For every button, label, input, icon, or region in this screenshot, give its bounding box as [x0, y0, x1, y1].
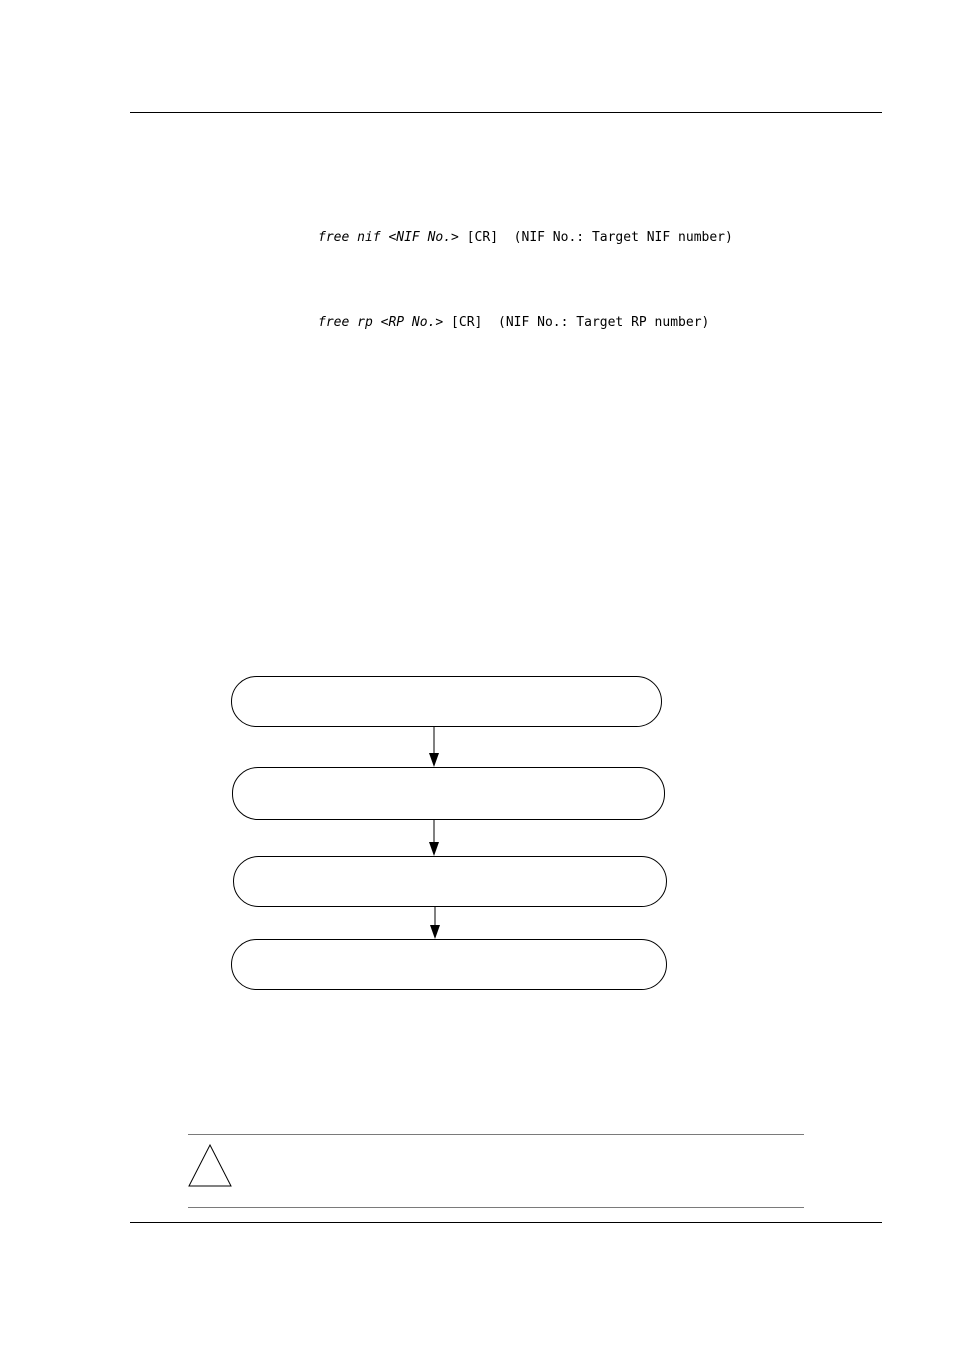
- caution-top-rule: [188, 1134, 804, 1135]
- footer-rule: [130, 1222, 882, 1223]
- flowchart-arrow-2: [428, 820, 440, 856]
- command-free-rp: [318, 315, 709, 331]
- command-free-nif: [318, 230, 733, 246]
- command-free-nif-description: [CR] (NIF No.: Target NIF number): [458, 230, 733, 245]
- header-rule: [130, 112, 882, 113]
- caution-triangle-icon: [188, 1144, 232, 1187]
- flowchart-step-1: [231, 676, 662, 727]
- flowchart-step-2: [232, 767, 665, 820]
- command-free-rp-description: [CR] (NIF No.: Target RP number): [443, 315, 710, 330]
- command-free-nif-syntax: free nif <NIF No.>: [318, 230, 459, 245]
- flowchart-step-4: [231, 939, 667, 990]
- command-free-rp-syntax: free rp <RP No.>: [318, 315, 444, 330]
- caution-bottom-rule: [188, 1207, 804, 1208]
- flowchart-step-3: [233, 856, 667, 907]
- flowchart-arrow-3: [429, 907, 441, 939]
- flowchart-arrow-1: [428, 727, 440, 767]
